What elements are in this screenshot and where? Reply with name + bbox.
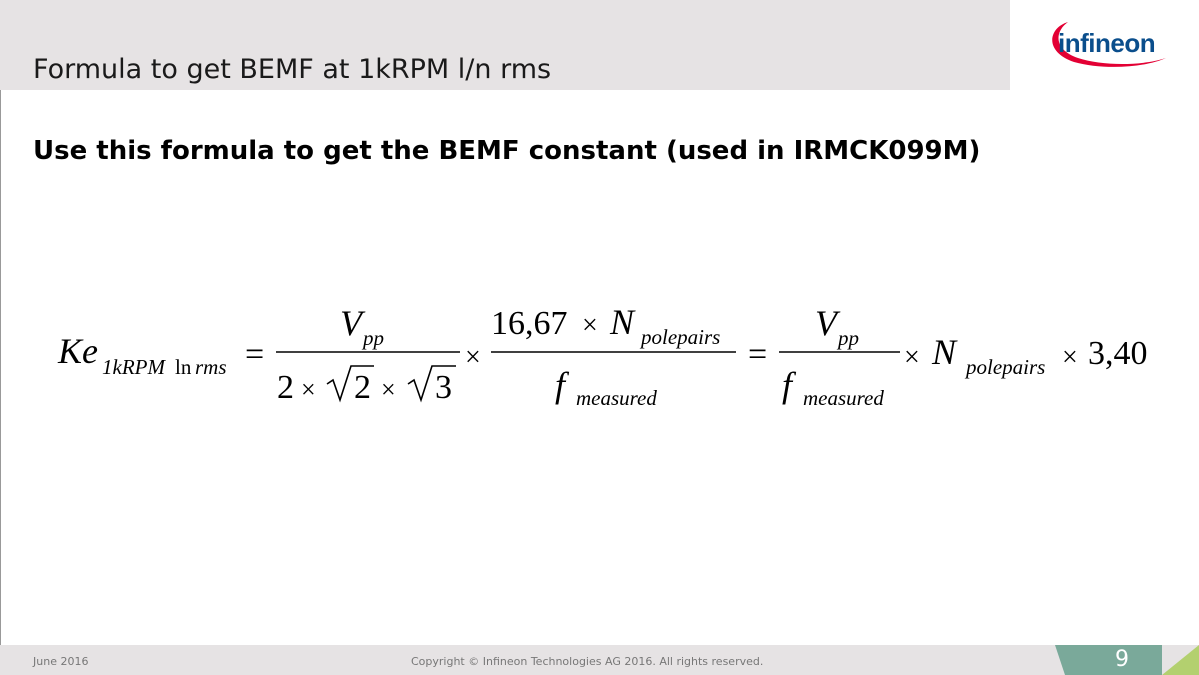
frac2-n: N xyxy=(610,302,635,342)
slide-subtitle: Use this formula to get the BEMF constant (used in IRMCK099M) xyxy=(33,136,981,166)
frac1-v: V xyxy=(340,303,362,343)
formula-ke: Ke xyxy=(58,331,98,371)
footer-green-shape xyxy=(1162,645,1199,675)
frac2-polepairs: polepairs xyxy=(641,325,721,349)
header-gap xyxy=(1010,0,1022,90)
formula-times-3: × xyxy=(1062,342,1078,373)
frac1-times-2: × xyxy=(381,375,396,404)
logo-wordmark: infineon xyxy=(1058,28,1156,58)
formula-polepairs: polepairs xyxy=(966,355,1046,379)
slide-title: Formula to get BEMF at 1kRPM l/n rms xyxy=(33,54,552,85)
frac3-f: f xyxy=(782,365,793,405)
formula-ke-sub-rms: rms xyxy=(195,355,227,379)
frac1-times-1: × xyxy=(301,375,316,404)
page-number: 9 xyxy=(1115,647,1129,672)
frac2-const: 16,67 xyxy=(491,305,568,342)
frac1-pp: pp xyxy=(363,326,384,350)
frac2-times: × xyxy=(582,310,598,341)
footer-teal-shape xyxy=(1055,645,1162,675)
footer-copyright: Copyright © Infineon Technologies AG 2016. All rights reserved. xyxy=(411,655,764,668)
frac3-pp: pp xyxy=(838,326,859,350)
formula-const-340: 3,40 xyxy=(1088,335,1148,372)
formula-equals-1: = xyxy=(245,336,265,373)
infineon-logo xyxy=(1040,14,1170,76)
formula-equals-2: = xyxy=(748,336,768,373)
frac1-sqrt3-arg: 3 xyxy=(435,369,452,406)
frac3-v: V xyxy=(815,303,837,343)
formula-ke-sub-1krpm: 1kRPM xyxy=(102,355,165,379)
frac2-measured: measured xyxy=(576,386,657,410)
formula-times-2: × xyxy=(904,342,920,373)
frac3-measured: measured xyxy=(803,386,884,410)
formula-times-1: × xyxy=(465,342,481,373)
footer-date: June 2016 xyxy=(33,655,89,668)
frac2-f: f xyxy=(555,365,566,405)
frac1-two: 2 xyxy=(277,369,294,406)
bemf-formula xyxy=(0,290,1199,430)
frac1-sqrt2-arg: 2 xyxy=(354,369,371,406)
formula-n: N xyxy=(932,332,957,372)
formula-ke-sub-ln: ln xyxy=(175,355,192,379)
